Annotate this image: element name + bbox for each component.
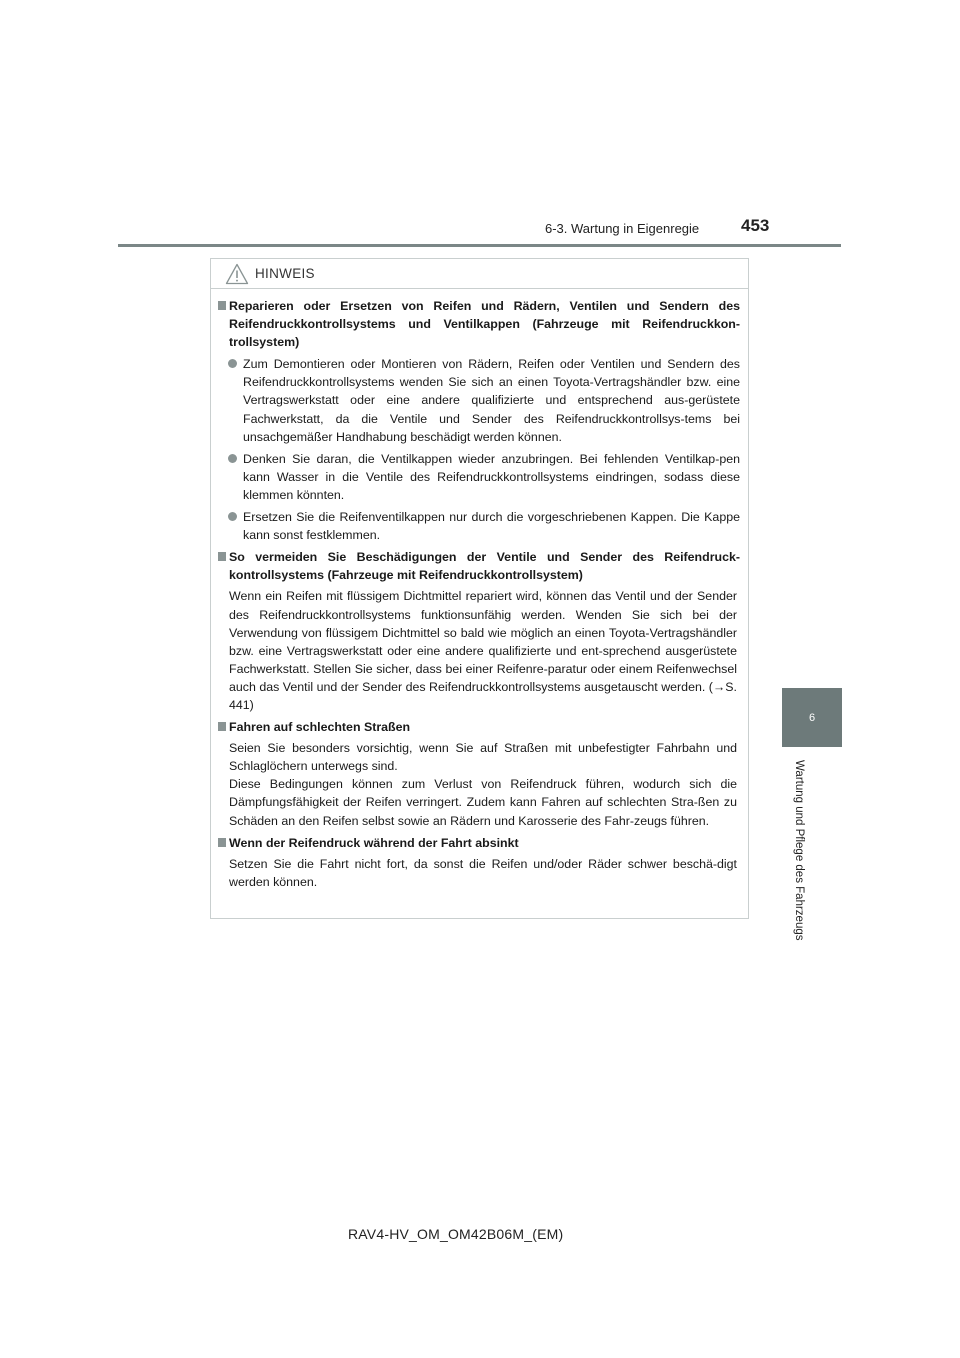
square-bullet-icon (218, 301, 226, 310)
document-code: RAV4-HV_OM_OM42B06M_(EM) (348, 1226, 564, 1242)
notice-section (211, 548, 748, 714)
list-item: Zum Demontieren oder Montieren von Rädern, Reifen oder Ventilen und Sendern des Reifendruckkontrollsystems wenden Sie sich an einen Toyota-Vertragshändler bzw. eine Vertragswerkstatt oder eine andere qualifizierte und entsprechend aus-gerüstete Fachwerkstatt, da die Ventile und Sender des Reifendruckkontrollsys-tems bei unsachgemäßer Handhabung beschädigt werden können. (211, 355, 748, 445)
section-heading: Reparieren oder Ersetzen von Reifen und Rädern, Ventilen und Sendern des Reifendruckkontrollsystems und Ventilkappen (Fahrzeuge mit Reifendruckkon-trollsystem) (211, 297, 748, 351)
warning-triangle-icon (225, 263, 249, 285)
notice-section (211, 718, 748, 830)
header-divider (118, 244, 841, 247)
list-item: Denken Sie daran, die Ventilkappen wieder anzubringen. Bei fehlenden Ventilkap-pen kann Wasser in die Ventile des Reifendruckkontrollsystems eindringen, sodass diese klemmen könnten. (211, 450, 748, 504)
section-heading: Wenn der Reifendruck während der Fahrt absinkt (211, 834, 748, 852)
notice-title: HINWEIS (255, 266, 315, 281)
section-text: Diese Bedingungen können zum Verlust von Reifendruck führen, wodurch sich die Dämpfungsfähigkeit der Reifen verringert. Zudem kann Fahren auf schlechten Stra-ßen zu Schäden an den Reifen selbst sowie an Rädern und Karosserie des Fahr-zeugs führen. (229, 777, 737, 828)
square-bullet-icon (218, 838, 226, 847)
list-item: Ersetzen Sie die Reifenventilkappen nur durch die vorgeschriebenen Kappen. Die Kappe kann sonst festklemmen. (211, 508, 748, 544)
chapter-number: 6 (808, 711, 816, 724)
square-bullet-icon (218, 552, 226, 561)
section-text: Wenn ein Reifen mit flüssigem Dichtmittel repariert wird, können das Ventil und der Sender des Reifendruckkontrollsystems funktionsunfähig werden. Wenden Sie sich bei der Verwendung von flüssigem Dichtmittel so bald wie möglich an einen Toyota-Vertragshändler bzw. eine Vertragswerkstatt oder eine andere qualifizierte und ent-sprechend ausgerüstete Fachwerkstatt. Stellen Sie sicher, dass bei einer Reifenre-paratur oder einem Reifenwechsel auch das Ventil und der Sender des Reifendruckkontrollsystems ausgetauscht werden. (→S. 441) (229, 589, 737, 712)
chapter-tab (782, 688, 842, 747)
notice-box (210, 258, 749, 919)
round-bullet-icon (228, 359, 237, 368)
notice-content (211, 297, 748, 891)
square-bullet-icon (218, 722, 226, 731)
round-bullet-icon (228, 512, 237, 521)
section-heading: So vermeiden Sie Beschädigungen der Ventile und Sender des Reifendruck-kontrollsystems (Fahrzeuge mit Reifendruckkontrollsystem) (211, 548, 748, 584)
notice-header (211, 259, 748, 289)
page-number: 453 (741, 216, 770, 235)
section-text: Seien Sie besonders vorsichtig, wenn Sie auf Straßen mit unbefestigter Fahrbahn und Schlaglöchern unterwegs sind. (229, 741, 737, 774)
round-bullet-icon (228, 454, 237, 463)
header-section-title: 6-3. Wartung in Eigenregie (545, 221, 700, 236)
notice-section (211, 297, 748, 544)
section-heading: Fahren auf schlechten Straßen (211, 718, 748, 736)
section-text: Setzen Sie die Fahrt nicht fort, da sonst die Reifen und/oder Räder schwer beschä-digt werden können. (229, 856, 737, 889)
chapter-tab-label: Wartung und Pflege des Fahrzeugs (793, 760, 805, 941)
notice-section (211, 834, 748, 891)
